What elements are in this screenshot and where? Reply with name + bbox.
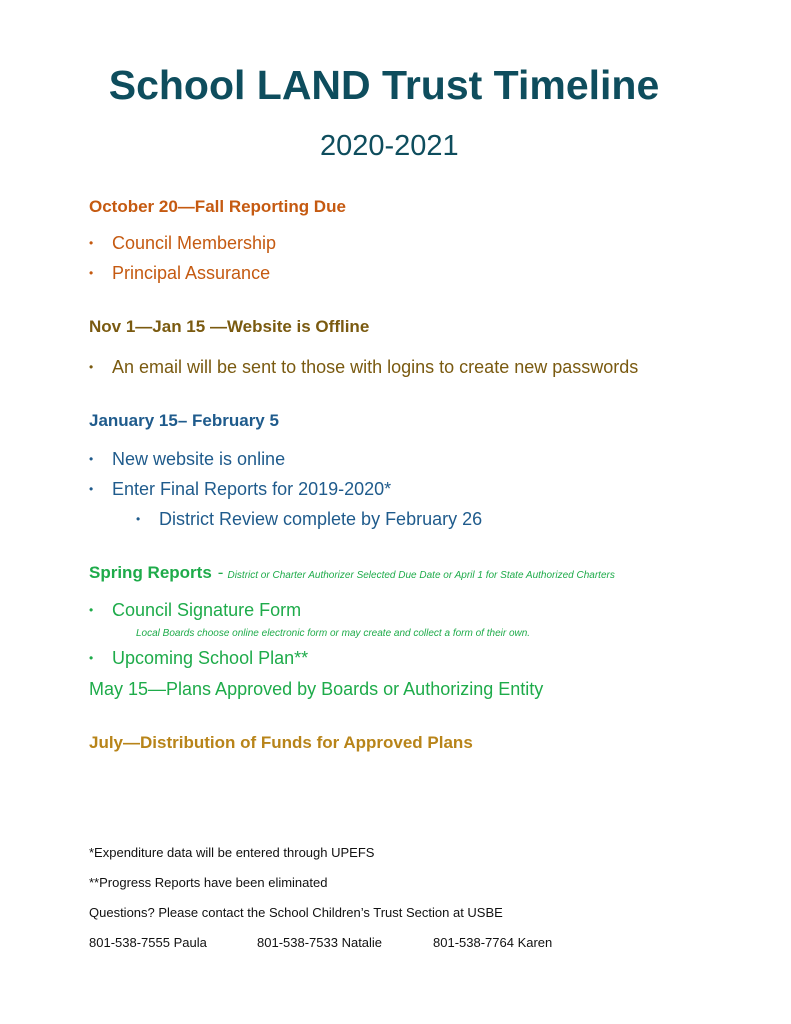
signature-form-note: Local Boards choose online electronic form or may create and collect a form of their own. <box>136 628 531 639</box>
website-offline-heading: Nov 1—Jan 15 —Website is Offline <box>89 317 370 336</box>
list-item <box>89 233 276 254</box>
plan-approval-line: May 15—Plans Approved by Boards or Authorizing Entity <box>89 679 544 699</box>
list-item <box>89 357 638 378</box>
list-item <box>89 648 308 669</box>
list-item <box>89 600 301 621</box>
bullet-icon: • <box>89 266 94 280</box>
list-item-label: Principal Assurance <box>112 263 271 283</box>
bullet-icon: • <box>89 482 94 496</box>
footer-note-expenditure: *Expenditure data will be entered through UPEFS <box>89 845 375 860</box>
list-item <box>89 479 391 500</box>
page-title: School LAND Trust Timeline <box>108 62 660 108</box>
list-item-label: Enter Final Reports for 2019-2020* <box>112 479 392 499</box>
list-item-label: An email will be sent to those with logins to create new passwords <box>112 357 639 377</box>
list-item-label: Upcoming School Plan** <box>112 648 309 668</box>
july-heading: July—Distribution of Funds for Approved Plans <box>89 733 473 752</box>
list-item <box>89 449 285 470</box>
contact-karen: 801-538-7764 Karen <box>433 935 553 950</box>
heading-dash: - <box>217 563 224 582</box>
january-heading: January 15– February 5 <box>89 411 279 430</box>
spring-reports-title: Spring Reports <box>89 563 212 582</box>
page-subtitle: 2020-2021 <box>320 130 459 162</box>
list-item-label: Council Signature Form <box>112 600 302 620</box>
bullet-icon: • <box>89 236 94 250</box>
sub-list-item <box>136 509 482 530</box>
bullet-icon: • <box>89 360 94 374</box>
bullet-icon: • <box>89 452 94 466</box>
bullet-icon: • <box>136 512 141 526</box>
bullet-icon: • <box>89 603 94 617</box>
list-item-label: Council Membership <box>112 233 277 253</box>
fall-reporting-heading: October 20—Fall Reporting Due <box>89 197 346 216</box>
footer-questions: Questions? Please contact the School Children’s Trust Section at USBE <box>89 905 503 920</box>
footer-note-progress: **Progress Reports have been eliminated <box>89 875 328 890</box>
bullet-icon: • <box>89 651 94 665</box>
spring-reports-note: District or Charter Authorizer Selected Due Date or April 1 for State Authorized Charters <box>227 570 615 581</box>
list-item-label: District Review complete by February 26 <box>159 509 483 529</box>
footer-contacts <box>89 935 552 950</box>
list-item-label: New website is online <box>112 449 286 469</box>
list-item <box>89 263 270 284</box>
contact-natalie: 801-538-7533 Natalie <box>257 935 383 950</box>
contact-paula: 801-538-7555 Paula <box>89 935 207 950</box>
spring-reports-heading <box>89 563 615 583</box>
